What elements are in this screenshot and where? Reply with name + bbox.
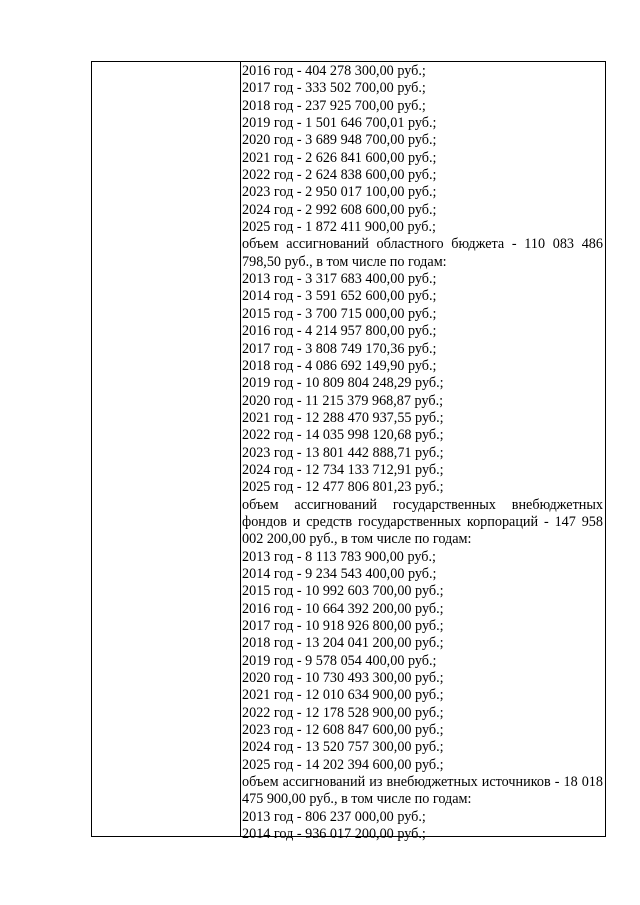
- year-line: 2024 год - 12 734 133 712,91 руб.;: [242, 461, 444, 478]
- year-line: 2016 год - 404 278 300,00 руб.;: [242, 63, 426, 79]
- year-line: 2023 год - 2 950 017 100,00 руб.;: [242, 184, 437, 201]
- regional-budget-year-list: [242, 271, 605, 496]
- year-line: 2019 год - 10 809 804 248,29 руб.;: [242, 375, 444, 392]
- year-line: 2019 год - 9 578 054 400,00 руб.;: [242, 652, 437, 669]
- table-left-cell: [92, 62, 241, 836]
- table-right-cell: [241, 62, 605, 843]
- year-line: 2023 год - 13 801 442 888,71 руб.;: [242, 444, 444, 461]
- year-line: 2021 год - 12 288 470 937,55 руб.;: [242, 409, 444, 426]
- year-line: 2015 год - 10 992 603 700,00 руб.;: [242, 583, 444, 600]
- non-budget-sources-year-list: [242, 809, 605, 844]
- year-line: 2018 год - 13 204 041 200,00 руб.;: [242, 635, 444, 652]
- year-line: 2022 год - 2 624 838 600,00 руб.;: [242, 167, 437, 184]
- year-line: 2019 год - 1 501 646 700,01 руб.;: [242, 115, 437, 132]
- group1-year-list: [242, 63, 605, 236]
- year-line: 2018 год - 4 086 692 149,90 руб.;: [242, 357, 437, 374]
- year-line: 2014 год - 936 017 200,00 руб.;: [242, 826, 426, 843]
- year-line: 2020 год - 3 689 948 700,00 руб.;: [242, 132, 437, 149]
- non-budget-sources-heading: объем ассигнований из внебюджетных источников - 18 018 475 900,00 руб., в том числе по годам:: [242, 774, 603, 808]
- year-line: 2015 год - 3 700 715 000,00 руб.;: [242, 305, 437, 322]
- year-line: 2024 год - 2 992 608 600,00 руб.;: [242, 201, 437, 218]
- year-line: 2013 год - 3 317 683 400,00 руб.;: [242, 271, 437, 288]
- year-line: 2017 год - 333 502 700,00 руб.;: [242, 80, 426, 97]
- year-line: 2018 год - 237 925 700,00 руб.;: [242, 97, 426, 114]
- regional-budget-heading: объем ассигнований областного бюджета - 110 083 486 798,50 руб., в том числе по годам:: [242, 236, 603, 270]
- year-line: 2017 год - 10 918 926 800,00 руб.;: [242, 618, 444, 634]
- year-line: 2021 год - 2 626 841 600,00 руб.;: [242, 149, 437, 166]
- year-line: 2014 год - 3 591 652 600,00 руб.;: [242, 288, 437, 305]
- year-line: 2022 год - 12 178 528 900,00 руб.;: [242, 704, 444, 721]
- year-line: 2022 год - 14 035 998 120,68 руб.;: [242, 427, 444, 444]
- year-line: 2017 год - 3 808 749 170,36 руб.;: [242, 340, 437, 357]
- year-line: 2024 год - 13 520 757 300,00 руб.;: [242, 739, 444, 756]
- year-line: 2016 год - 4 214 957 800,00 руб.;: [242, 323, 437, 340]
- year-line: 2025 год - 1 872 411 900,00 руб.;: [242, 219, 436, 236]
- year-line: 2013 год - 806 237 000,00 руб.;: [242, 808, 426, 825]
- year-line: 2014 год - 9 234 543 400,00 руб.;: [242, 565, 437, 582]
- year-line: 2020 год - 10 730 493 300,00 руб.;: [242, 670, 444, 687]
- year-line: 2023 год - 12 608 847 600,00 руб.;: [242, 722, 444, 739]
- year-line: 2021 год - 12 010 634 900,00 руб.;: [242, 687, 444, 704]
- year-line: 2016 год - 10 664 392 200,00 руб.;: [242, 600, 444, 617]
- year-line: 2025 год - 12 477 806 801,23 руб.;: [242, 479, 444, 496]
- extrabudgetary-funds-heading: объем ассигнований государственных внебюджетных фондов и средств государственных корпораций - 147 958 002 200,00 руб., в том числе по годам:: [242, 496, 603, 548]
- year-line: 2020 год - 11 215 379 968,87 руб.;: [242, 392, 444, 409]
- extrabudgetary-funds-year-list: [242, 549, 605, 774]
- year-line: 2013 год - 8 113 783 900,00 руб.;: [242, 548, 436, 565]
- year-line: 2025 год - 14 202 394 600,00 руб.;: [242, 756, 444, 773]
- financing-table: [91, 61, 606, 843]
